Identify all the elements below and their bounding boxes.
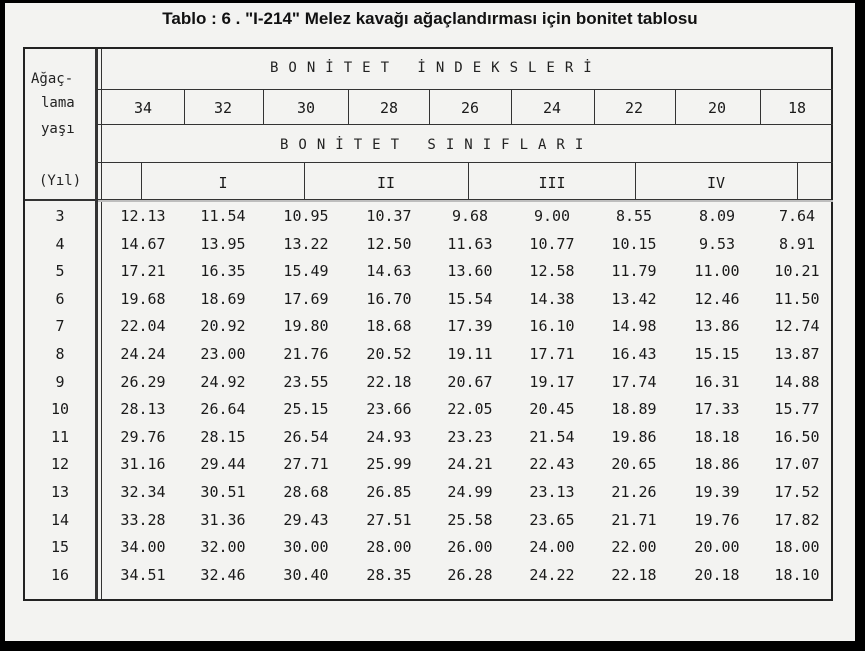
bonitet-value-cell: 18.00 xyxy=(774,538,820,557)
bonitet-value-cell: 12.74 xyxy=(774,317,820,336)
bonitet-value-cell: 26.29 xyxy=(120,372,166,391)
bonitet-value-cell: 34.51 xyxy=(120,565,166,584)
bonitet-value-cell: 25.99 xyxy=(366,455,412,474)
bonitet-value-cell: 14.88 xyxy=(774,372,820,391)
bonitet-value-cell: 17.69 xyxy=(283,289,329,308)
bonitet-value-cell: 10.15 xyxy=(611,234,657,253)
bonitet-value-cell: 8.55 xyxy=(615,207,653,225)
bonitet-value-cell: 22.05 xyxy=(447,400,493,419)
bonitet-value-cell: 23.65 xyxy=(529,510,575,529)
bonitet-value-cell: 24.00 xyxy=(529,538,575,557)
bonitet-value-cell: 13.22 xyxy=(283,234,329,253)
bonitet-value-cell: 10.95 xyxy=(283,207,329,225)
index-value: 28 xyxy=(379,99,399,117)
bonitet-value-cell: 15.15 xyxy=(694,345,740,363)
bonitet-value-cell: 23.13 xyxy=(529,483,575,501)
index-title-underline xyxy=(98,89,833,90)
index-value: 34 xyxy=(133,99,153,117)
bonitet-value-cell: 21.54 xyxy=(529,427,575,446)
class-title: BONİTET SINIFLARI xyxy=(280,137,594,153)
index-sep xyxy=(511,90,512,124)
age-cell: 3 xyxy=(55,207,65,225)
index-value: 18 xyxy=(787,99,807,117)
bonitet-value-cell: 23.55 xyxy=(283,372,329,391)
bonitet-value-cell: 28.15 xyxy=(200,427,246,446)
header-shadow xyxy=(98,200,833,202)
index-sep xyxy=(263,90,264,124)
bonitet-value-cell: 12.46 xyxy=(694,289,740,308)
bonitet-value-cell: 24.21 xyxy=(447,455,493,474)
bonitet-value-cell: 12.58 xyxy=(529,262,575,281)
bonitet-value-cell: 15.54 xyxy=(447,289,493,308)
index-sep xyxy=(760,90,761,124)
class-sep xyxy=(635,163,636,199)
bonitet-value-cell: 24.93 xyxy=(366,427,412,446)
bonitet-value-cell: 20.65 xyxy=(611,455,657,474)
bonitet-value-cell: 8.09 xyxy=(698,207,736,225)
bonitet-value-cell: 30.40 xyxy=(283,565,329,584)
bonitet-value-cell: 10.77 xyxy=(529,234,575,253)
class-title-underline xyxy=(98,162,833,163)
index-sep xyxy=(429,90,430,124)
bonitet-value-cell: 17.33 xyxy=(694,400,740,419)
age-cell: 16 xyxy=(50,565,70,584)
bonitet-value-cell: 21.26 xyxy=(611,483,657,501)
bonitet-value-cell: 31.36 xyxy=(200,510,246,529)
bonitet-value-cell: 11.50 xyxy=(774,289,820,308)
bonitet-value-cell: 13.60 xyxy=(447,262,493,281)
bonitet-value-cell: 11.54 xyxy=(200,207,246,225)
bonitet-value-cell: 25.58 xyxy=(447,510,493,529)
bonitet-value-cell: 32.00 xyxy=(200,538,246,557)
bonitet-value-cell: 11.79 xyxy=(611,262,657,281)
bonitet-value-cell: 18.68 xyxy=(366,317,412,336)
bonitet-value-cell: 14.63 xyxy=(366,262,412,281)
index-value: 24 xyxy=(542,99,562,117)
age-label-line-3: yaşı xyxy=(41,121,75,137)
bonitet-value-cell: 17.39 xyxy=(447,317,493,336)
bonitet-value-cell: 8.91 xyxy=(778,234,816,253)
table-title: Tablo : 6 . "I-214" Melez kavağı ağaçlandırması için bonitet tablosu xyxy=(162,9,698,28)
age-label-line-1: Ağaç- xyxy=(31,71,74,87)
age-column-divider xyxy=(95,49,98,599)
bonitet-value-cell: 17.52 xyxy=(774,483,820,501)
age-cell: 8 xyxy=(55,345,65,363)
bonitet-value-cell: 24.24 xyxy=(120,345,166,363)
bonitet-value-cell: 28.00 xyxy=(366,538,412,557)
bonitet-value-cell: 16.70 xyxy=(366,289,412,308)
bonitet-value-cell: 21.76 xyxy=(283,345,329,363)
bonitet-value-cell: 26.00 xyxy=(447,538,493,557)
bonitet-value-cell: 30.51 xyxy=(200,483,246,501)
bonitet-value-cell: 17.82 xyxy=(774,510,820,529)
bonitet-value-cell: 17.07 xyxy=(774,455,820,474)
bonitet-value-cell: 16.10 xyxy=(529,317,575,336)
bonitet-value-cell: 23.00 xyxy=(200,345,246,363)
index-sep xyxy=(184,90,185,124)
index-title: BONİTET İNDEKSLERİ xyxy=(270,60,602,76)
age-cell: 6 xyxy=(55,289,65,308)
bonitet-value-cell: 18.89 xyxy=(611,400,657,419)
class-sep xyxy=(304,163,305,199)
bonitet-value-cell: 26.64 xyxy=(200,400,246,419)
bonitet-value-cell: 28.13 xyxy=(120,400,166,419)
bonitet-value-cell: 22.18 xyxy=(611,565,657,584)
bonitet-value-cell: 18.86 xyxy=(694,455,740,474)
bonitet-value-cell: 16.31 xyxy=(694,372,740,391)
bonitet-value-cell: 9.68 xyxy=(451,207,489,225)
age-cell: 7 xyxy=(55,317,65,336)
bonitet-value-cell: 27.71 xyxy=(283,455,329,474)
bonitet-value-cell: 32.46 xyxy=(200,565,246,584)
bonitet-value-cell: 16.43 xyxy=(611,345,657,363)
age-cell: 10 xyxy=(50,400,70,419)
bonitet-value-cell: 20.45 xyxy=(529,400,575,419)
bonitet-value-cell: 14.67 xyxy=(120,234,166,253)
bonitet-value-cell: 19.17 xyxy=(529,372,575,391)
age-cell: 14 xyxy=(50,510,70,529)
bonitet-value-cell: 19.80 xyxy=(283,317,329,336)
bonitet-value-cell: 7.64 xyxy=(778,207,816,225)
bonitet-value-cell: 9.00 xyxy=(533,207,571,225)
bonitet-value-cell: 31.16 xyxy=(120,455,166,474)
age-cell: 12 xyxy=(50,455,70,474)
bonitet-value-cell: 19.76 xyxy=(694,510,740,529)
document-page xyxy=(5,3,855,641)
bonitet-value-cell: 28.35 xyxy=(366,565,412,584)
bonitet-value-cell: 22.00 xyxy=(611,538,657,557)
age-cell: 13 xyxy=(50,483,70,501)
bonitet-value-cell: 33.28 xyxy=(120,510,166,529)
bonitet-value-cell: 11.00 xyxy=(694,262,740,281)
age-cell: 5 xyxy=(55,262,65,281)
bonitet-value-cell: 16.50 xyxy=(774,427,820,446)
bonitet-value-cell: 22.18 xyxy=(366,372,412,391)
index-value: 20 xyxy=(707,99,727,117)
class-sep xyxy=(797,163,798,199)
index-sep xyxy=(594,90,595,124)
bonitet-value-cell: 19.11 xyxy=(447,345,493,363)
age-column-divider-inner xyxy=(101,49,102,599)
bonitet-value-cell: 13.42 xyxy=(611,289,657,308)
bonitet-value-cell: 20.67 xyxy=(447,372,493,391)
index-value: 22 xyxy=(624,99,644,117)
bonitet-value-cell: 9.53 xyxy=(698,234,736,253)
bonitet-value-cell: 14.38 xyxy=(529,289,575,308)
index-sep xyxy=(348,90,349,124)
bonitet-value-cell: 18.10 xyxy=(774,565,820,584)
bonitet-value-cell: 15.49 xyxy=(283,262,329,281)
class-label: IV xyxy=(706,174,726,192)
bonitet-value-cell: 23.66 xyxy=(366,400,412,419)
class-sep xyxy=(141,163,142,199)
age-cell: 11 xyxy=(50,427,70,446)
bonitet-value-cell: 11.63 xyxy=(447,234,493,253)
bonitet-value-cell: 12.13 xyxy=(120,207,166,225)
bonitet-value-cell: 15.77 xyxy=(774,400,820,419)
bonitet-value-cell: 29.43 xyxy=(283,510,329,529)
bonitet-value-cell: 17.74 xyxy=(611,372,657,391)
index-values-underline xyxy=(98,124,833,125)
bonitet-value-cell: 22.43 xyxy=(529,455,575,474)
bonitet-value-cell: 24.22 xyxy=(529,565,575,584)
bonitet-value-cell: 19.68 xyxy=(120,289,166,308)
bonitet-value-cell: 26.85 xyxy=(366,483,412,501)
bonitet-value-cell: 34.00 xyxy=(120,538,166,557)
bonitet-value-cell: 12.50 xyxy=(366,234,412,253)
bonitet-value-cell: 30.00 xyxy=(283,538,329,557)
bonitet-value-cell: 23.23 xyxy=(447,427,493,446)
bonitet-value-cell: 13.95 xyxy=(200,234,246,253)
bonitet-value-cell: 19.39 xyxy=(694,483,740,501)
bonitet-value-cell: 28.68 xyxy=(283,483,329,501)
bonitet-value-cell: 25.15 xyxy=(283,400,329,419)
bonitet-value-cell: 21.71 xyxy=(611,510,657,529)
bonitet-value-cell: 20.92 xyxy=(200,317,246,336)
bonitet-value-cell: 24.99 xyxy=(447,483,493,501)
bonitet-value-cell: 18.69 xyxy=(200,289,246,308)
bonitet-table xyxy=(23,47,833,601)
bonitet-value-cell: 20.52 xyxy=(366,345,412,363)
class-label: II xyxy=(376,174,396,192)
index-sep xyxy=(675,90,676,124)
bonitet-value-cell: 13.86 xyxy=(694,317,740,336)
bonitet-value-cell: 22.04 xyxy=(120,317,166,336)
bonitet-value-cell: 10.21 xyxy=(774,262,820,281)
age-label-line-2: lama xyxy=(41,95,75,111)
bonitet-value-cell: 17.21 xyxy=(120,262,166,281)
bonitet-value-cell: 10.37 xyxy=(366,207,412,225)
bonitet-value-cell: 13.87 xyxy=(774,345,820,363)
bonitet-value-cell: 16.35 xyxy=(200,262,246,281)
class-label: III xyxy=(538,174,566,192)
bonitet-value-cell: 24.92 xyxy=(200,372,246,391)
bonitet-value-cell: 32.34 xyxy=(120,483,166,501)
index-value: 32 xyxy=(213,99,233,117)
bonitet-value-cell: 27.51 xyxy=(366,510,412,529)
bonitet-value-cell: 17.71 xyxy=(529,345,575,363)
bonitet-value-cell: 29.44 xyxy=(200,455,246,474)
age-cell: 9 xyxy=(55,372,65,391)
age-label-line-4: (Yıl) xyxy=(39,173,82,189)
bonitet-value-cell: 29.76 xyxy=(120,427,166,446)
bonitet-value-cell: 20.18 xyxy=(694,565,740,584)
bonitet-value-cell: 14.98 xyxy=(611,317,657,336)
age-cell: 15 xyxy=(50,538,70,557)
bonitet-value-cell: 18.18 xyxy=(694,427,740,446)
index-value: 30 xyxy=(296,99,316,117)
class-sep xyxy=(468,163,469,199)
bonitet-value-cell: 26.54 xyxy=(283,427,329,446)
index-value: 26 xyxy=(460,99,480,117)
class-label: I xyxy=(218,174,228,192)
bonitet-value-cell: 26.28 xyxy=(447,565,493,584)
age-cell: 4 xyxy=(55,234,65,253)
bonitet-value-cell: 20.00 xyxy=(694,538,740,557)
bonitet-value-cell: 19.86 xyxy=(611,427,657,446)
